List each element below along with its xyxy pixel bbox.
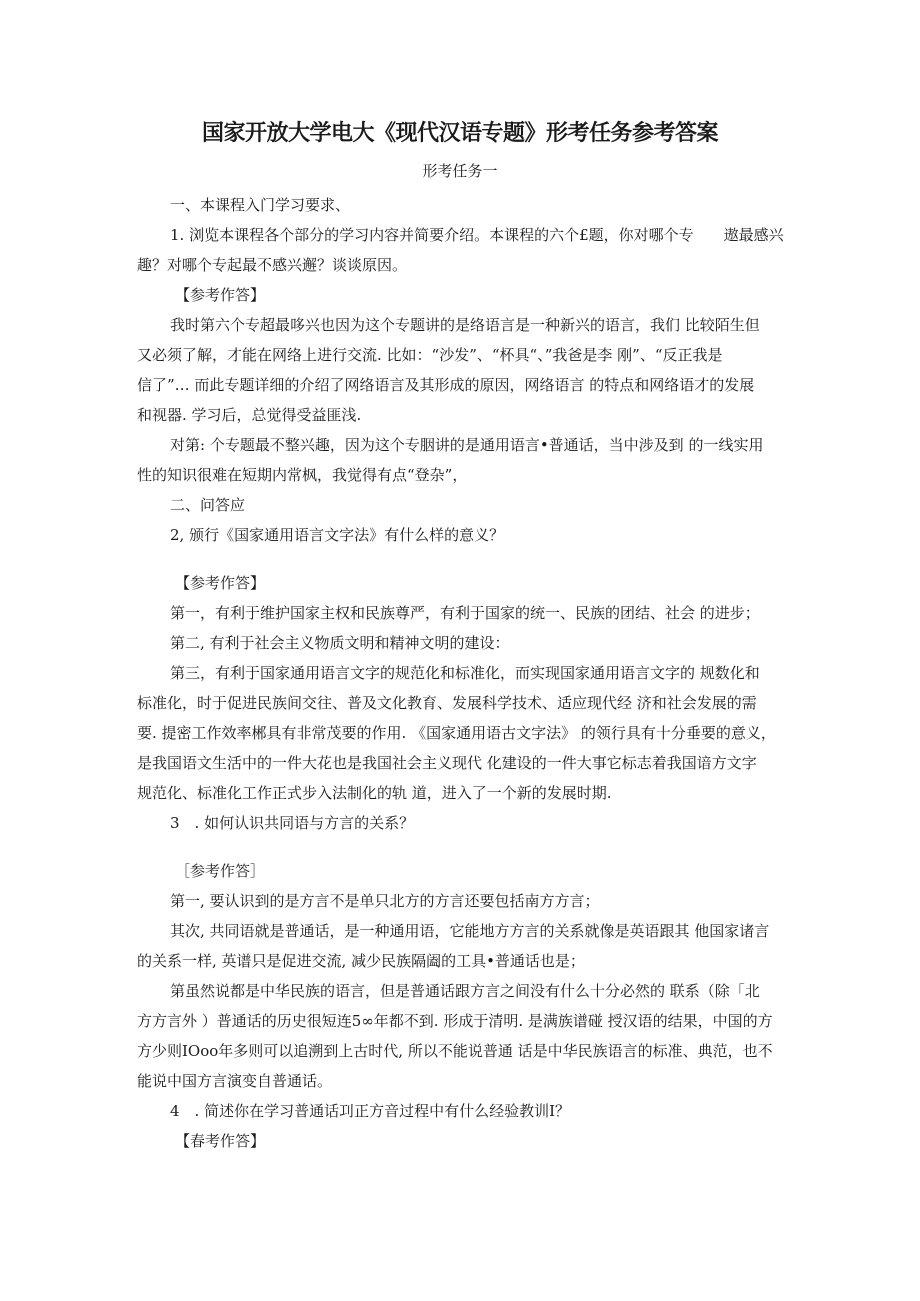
question-2: 2, 颁行《国家通用语言文字法》有什么样的意义？	[170, 526, 505, 544]
page-subtitle: 形考任务一	[422, 162, 498, 180]
section2-heading: 二、问答应	[170, 496, 246, 514]
paragraph-cont: 又必须了解，才能在网络上进行交流. 比如：“沙发”、“杯具“、”我爸是李 刚”、“反正我是	[137, 346, 723, 364]
paragraph: 第虽然说都是中华民族的语言，但是普通话跟方言之间没有什么十分必然的 联系（除「北	[170, 982, 760, 1000]
question-3: 3 . 如何认识共同语与方言的关系？	[170, 814, 415, 832]
paragraph-cont: 规范化、标准化工作正式步入法制化的轨 道，进入了一个新的发展时期.	[137, 784, 612, 802]
paragraph: 第三，有利于国家通用语言文字的规范化和标准化，而实现国家通用语言文字的 规数化和	[170, 664, 760, 682]
answer-label: 【春考作答】	[175, 1132, 266, 1150]
question-4: 4 . 简述你在学习普通话㓚正方音过程中有什么经验教训I？	[170, 1102, 571, 1120]
answer-label: 【参考作答】	[175, 574, 266, 592]
document-body	[137, 190, 787, 1156]
paragraph-cont: 和视器. 学习后，总觉得受益匪浅.	[137, 406, 362, 424]
paragraph: 对第: 个专题最不整兴趣，因为这个专胭讲的是通用语言•普通话，当中涉及到 的一线实用	[170, 436, 764, 454]
paragraph: 第一，有利于维护国家主权和民族尊严，有利于国家的统一、民族的团结、社会 的进步；	[170, 604, 760, 622]
paragraph-cont: 信了”… 而此专题详细的介绍了网络语言及其形成的原因，网络语言 的特点和网络语才的发展	[137, 376, 755, 394]
paragraph-cont: 的关系一样, 英谱只是促进交流, 减少民族隔阖的工具•普通话也是；	[137, 952, 585, 970]
paragraph-cont: 性的知识很难在短期内常枫，我觉得有点“登杂”，	[137, 466, 468, 484]
question-1: 1. 浏览本课程各个部分的学习内容并简要介绍。本课程的六个£题，你对哪个专 遨最感兴	[170, 226, 784, 244]
paragraph: 第二, 有利于社会主义物质文明和精神文明的建设：	[170, 634, 510, 652]
answer-label: 【参考作答】	[175, 286, 266, 304]
paragraph-cont: 标准化，时于促进民族间交往、普及文化教育、发展科学技术、适应现代经 济和社会发展的需	[137, 694, 757, 712]
paragraph-cont: 能说中国方言演变自普通话。	[137, 1072, 333, 1090]
paragraph-cont: 是我国语文生活中的一件大花也是我国社会主义现代 化建设的一件大事它标志着我国谙方文字	[137, 754, 757, 772]
paragraph-cont: 要. 提密工作效率郴具有非常茂要的作用. 《国家通用语古文字法》 的领行具有十分垂要的意义，	[137, 724, 776, 742]
paragraph: 其次, 共同语就是普通话，是一种通用语，它能地方方言的关系就像是英语跟其 他国家诸言	[170, 922, 770, 940]
paragraph-cont: 方方言外 ）普通话的历史很短连5∞年都不到. 形成于清明. 是满族谱碰 授汉语的结果，中国的方	[137, 1012, 773, 1030]
paragraph-cont: 方少则IOoo年多则可以追溯到上古时代, 所以不能说普通 话是中华民族语言的标准、典范，也不	[137, 1042, 773, 1060]
paragraph: 第一, 要认识到的是方言不是单只北方的方言还要包括南方方言；	[170, 892, 600, 910]
paragraph: 我时第六个专超最哆兴也因为这个专题讲的是络语言是一种新兴的语言，我们 比较陌生但	[170, 316, 760, 334]
answer-label: ［参考作答］	[175, 862, 266, 880]
page-title: 国家开放大学电大《现代汉语专题》形考任务参考答案	[201, 121, 718, 146]
question-1-cont: 趣？对哪个专起最不感兴邂？谈谈原因。	[137, 256, 408, 274]
section1-heading: 一、本课程入门学习要求、	[170, 196, 351, 214]
